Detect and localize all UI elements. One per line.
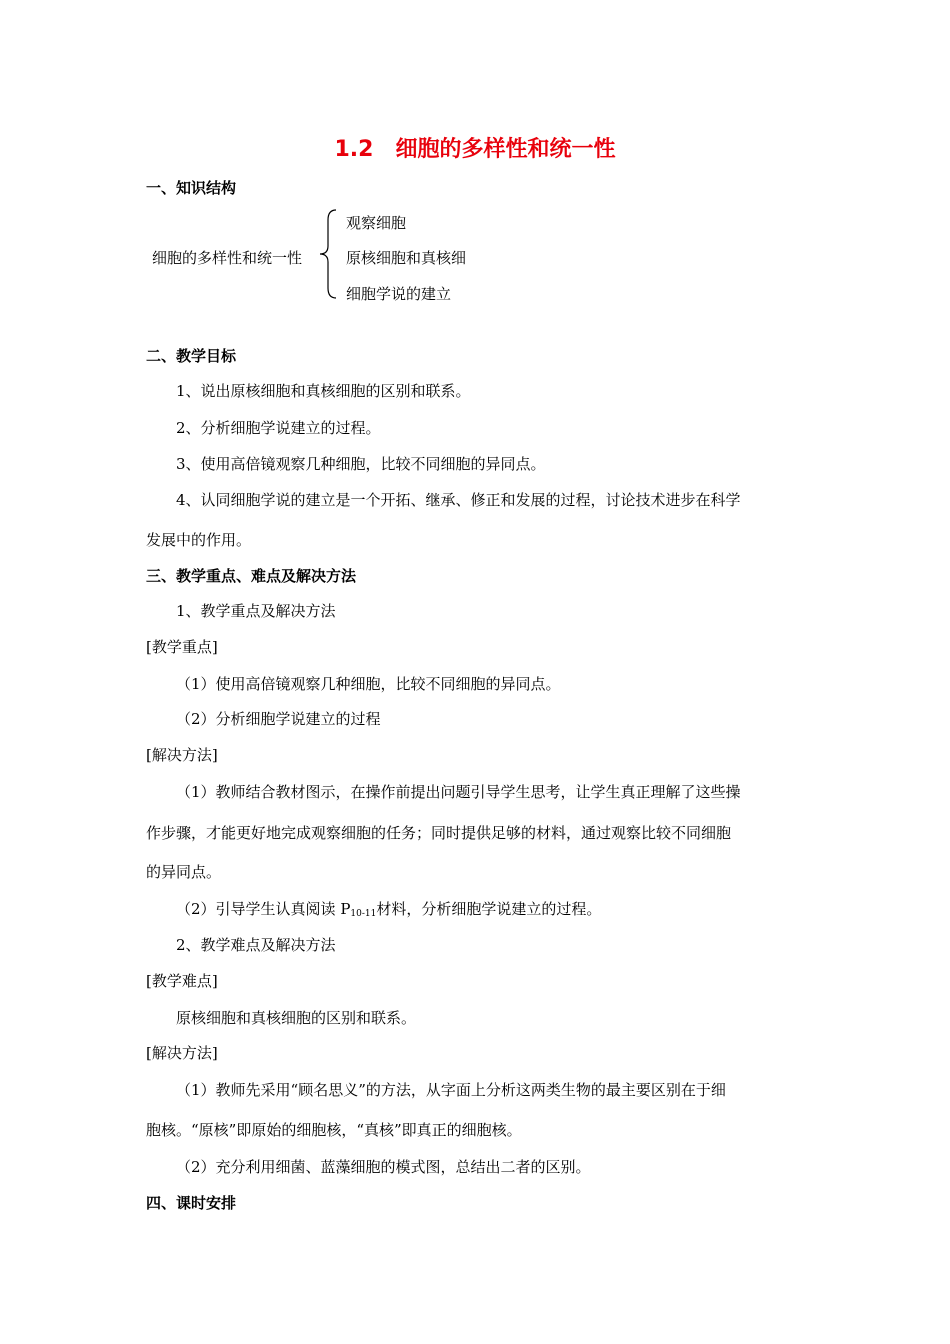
key-label: [教学重点] — [146, 638, 218, 656]
structure-branch-3: 细胞学说的建立 — [346, 285, 452, 303]
structure-branch-1: 观察细胞 — [346, 214, 407, 232]
key-item-2: （2）分析细胞学说建立的过程 — [176, 710, 381, 728]
method2-suffix: 材料，分析细胞学说建立的过程。 — [376, 900, 602, 918]
key-item-1: （1）使用高倍镜观察几种细胞，比较不同细胞的异同点。 — [176, 675, 561, 693]
method-label-2: [解决方法] — [146, 1044, 218, 1062]
section1-heading: 一、知识结构 — [146, 179, 237, 197]
section4-heading: 四、课时安排 — [146, 1194, 237, 1212]
title-text: 细胞的多样性和统一性 — [395, 137, 616, 162]
difficulty-text: 原核细胞和真核细胞的区别和联系。 — [176, 1009, 417, 1027]
title-number: 1.2 — [334, 137, 374, 162]
difficulty-subheading: 2、教学难点及解决方法 — [176, 936, 336, 954]
goal-item-3: 3、使用高倍镜观察几种细胞，比较不同细胞的异同点。 — [176, 455, 546, 473]
method1-line-2: 作步骤，才能更好地完成观察细胞的任务；同时提供足够的材料，通过观察比较不同细胞 — [146, 824, 732, 842]
method2-page-range: 10-11 — [350, 909, 377, 919]
goal-item-1: 1、说出原核细胞和真核细胞的区别和联系。 — [176, 382, 471, 400]
key-subheading: 1、教学重点及解决方法 — [176, 602, 336, 620]
method1-line-1: （1）教师结合教材图示，在操作前提出问题引导学生思考，让学生真正理解了这些操 — [176, 783, 741, 801]
method-label: [解决方法] — [146, 746, 218, 764]
section2-heading: 二、教学目标 — [146, 347, 237, 365]
diff-method1-line-1: （1）教师先采用“顾名思义”的方法，从字面上分析这两类生物的最主要区别在于细 — [176, 1081, 726, 1099]
section3-heading: 三、教学重点、难点及解决方法 — [146, 567, 357, 585]
diff-method2: （2）充分利用细菌、蓝藻细胞的模式图，总结出二者的区别。 — [176, 1158, 591, 1176]
goal-item-4: 4、认同细胞学说的建立是一个开拓、继承、修正和发展的过程，讨论技术进步在科学 — [176, 491, 741, 509]
method2-prefix: （2）引导学生认真阅读 P — [176, 900, 351, 918]
structure-branch-2: 原核细胞和真核细 — [346, 249, 467, 267]
diff-method1-line-2: 胞核。“原核”即原始的细胞核，“真核”即真正的细胞核。 — [146, 1121, 522, 1139]
goal-item-4-cont: 发展中的作用。 — [146, 531, 252, 549]
difficulty-label: [教学难点] — [146, 972, 218, 990]
brace-icon — [318, 208, 338, 300]
method1-line-3: 的异同点。 — [146, 863, 222, 881]
page-title — [0, 137, 950, 163]
goal-item-2: 2、分析细胞学说建立的过程。 — [176, 419, 381, 437]
method2-line — [176, 899, 601, 924]
structure-root: 细胞的多样性和统一性 — [152, 249, 303, 267]
